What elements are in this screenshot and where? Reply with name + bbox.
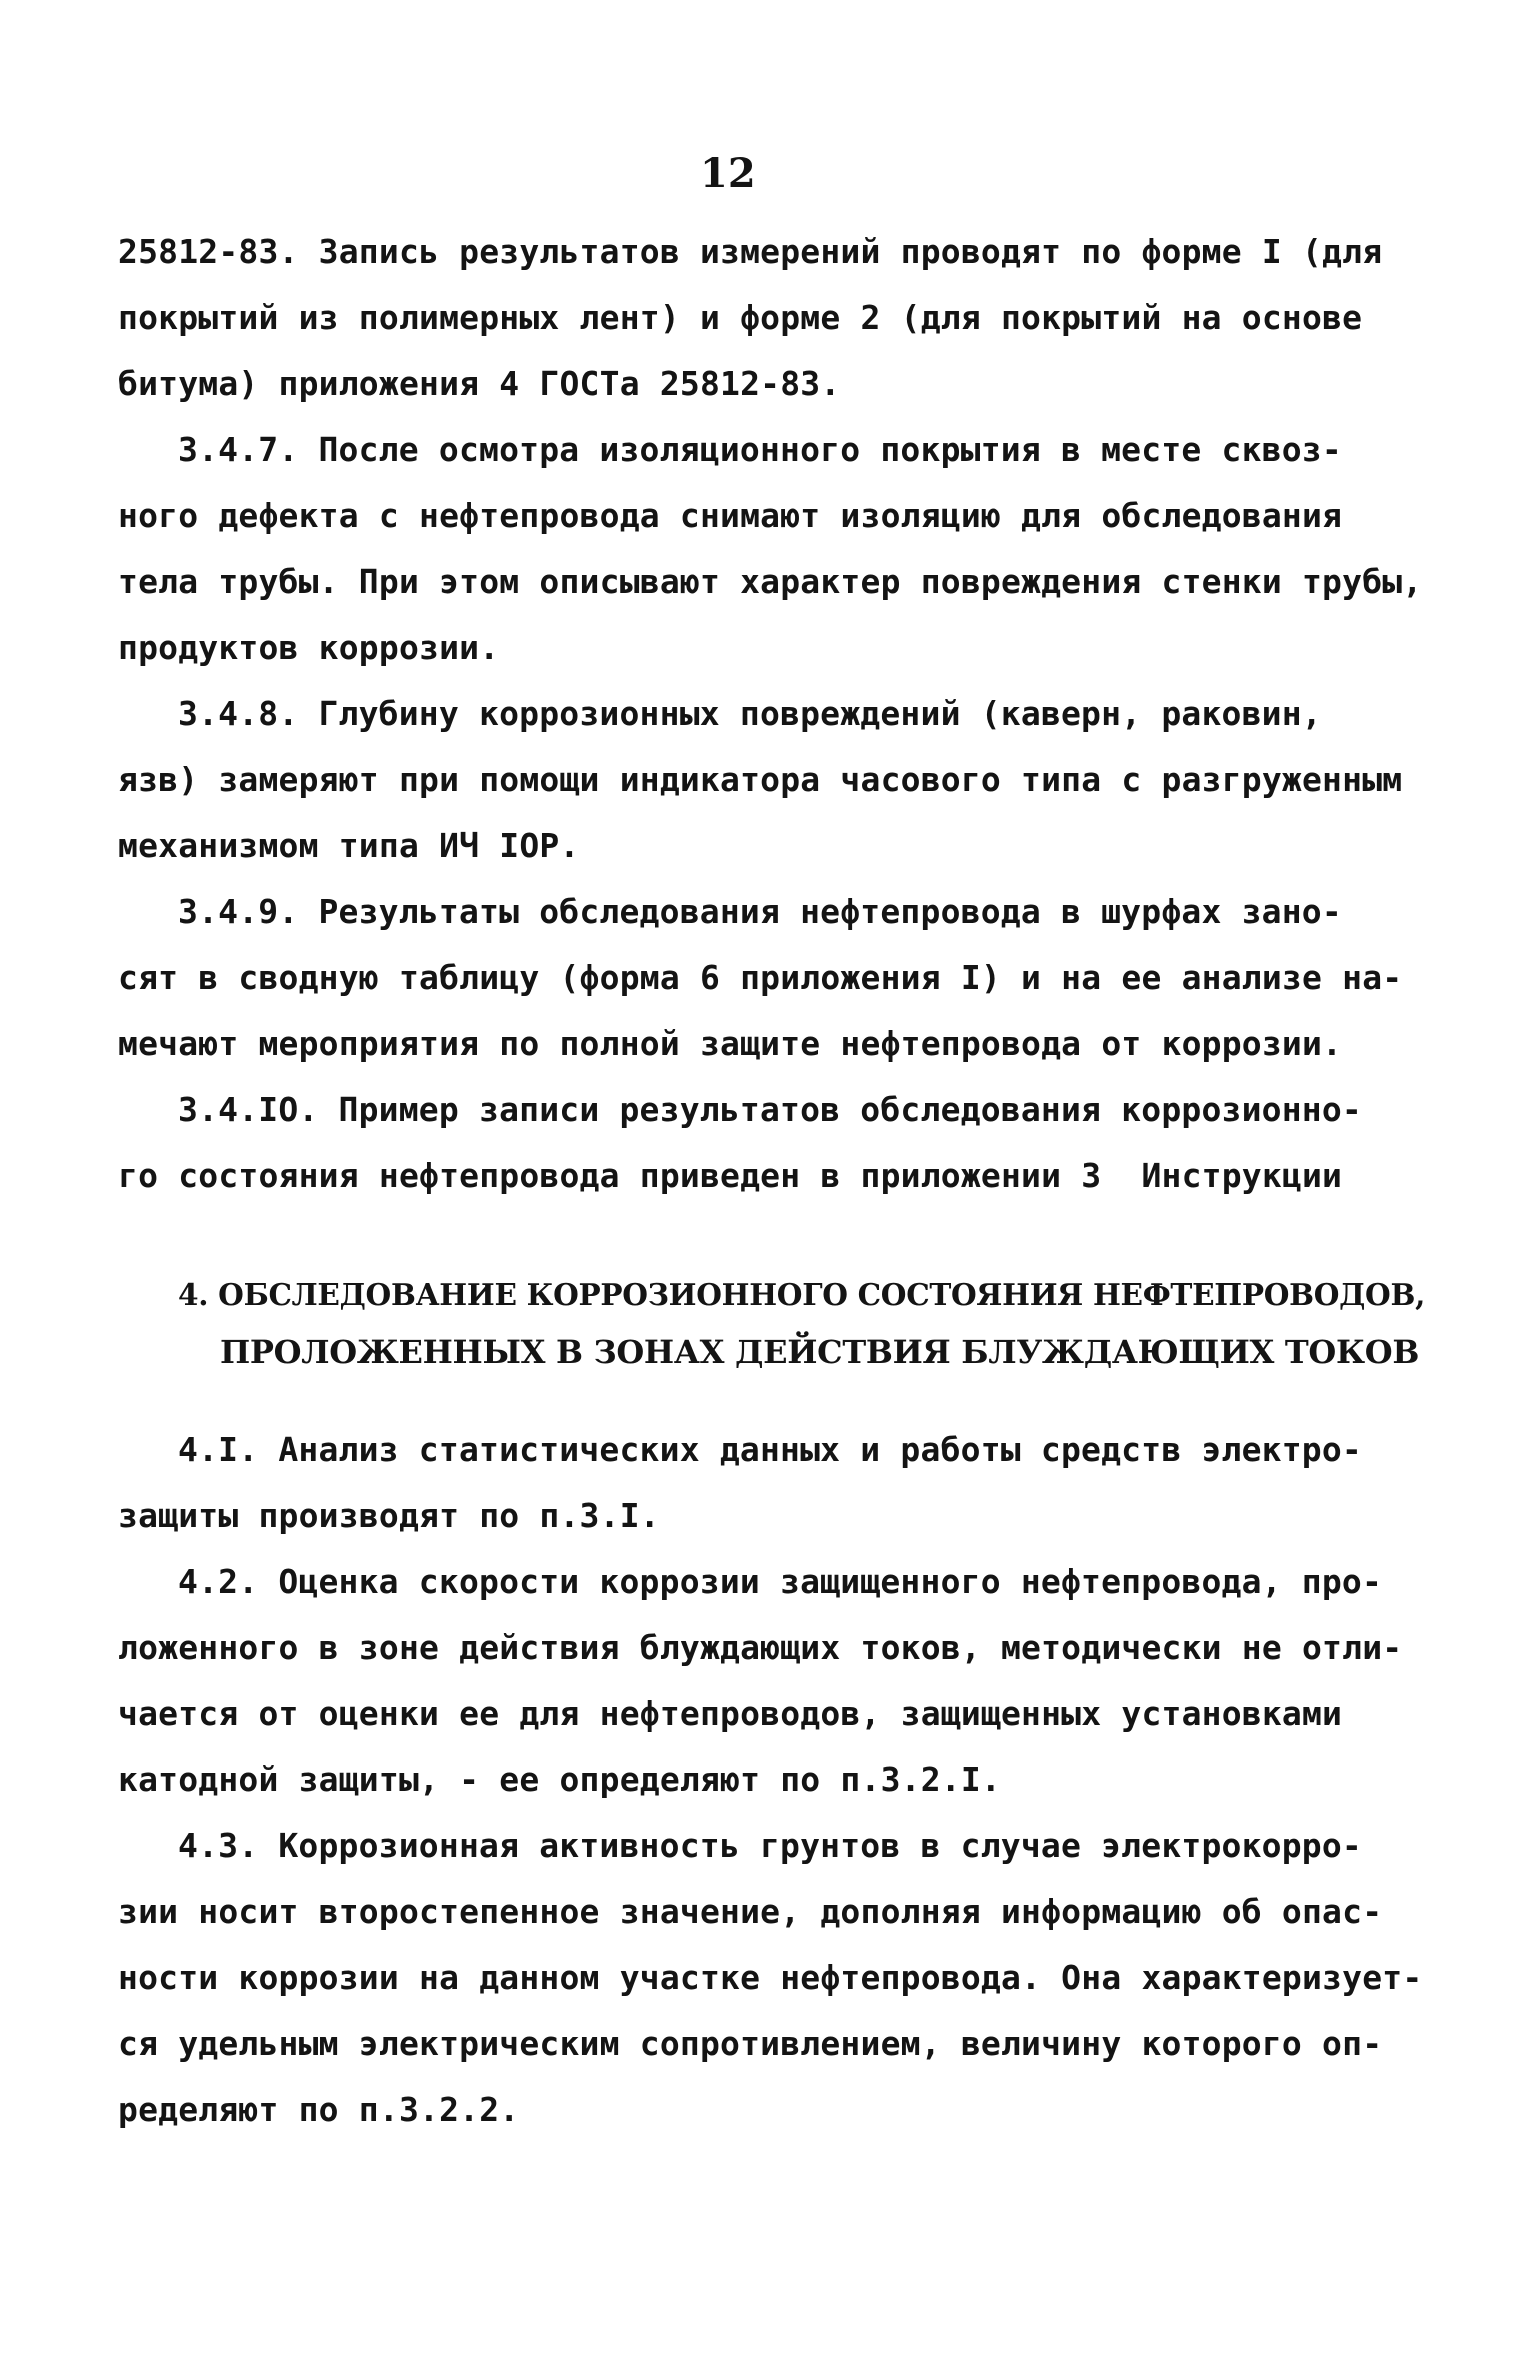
text-line: продуктов коррозии.: [118, 628, 500, 667]
text-line: битума) приложения 4 ГОСТа 25812-83.: [118, 364, 841, 403]
text-line: язв) замеряют при помощи индикатора часового типа с разгруженным: [118, 760, 1403, 799]
paragraph-4-1: 4.I. Анализ статистических данных и работы средств электро-: [178, 1430, 1362, 1469]
section-heading-line-1: 4. ОБСЛЕДОВАНИЕ КОРРОЗИОННОГО СОСТОЯНИЯ НЕФТЕПРОВОДОВ,: [178, 1277, 1426, 1312]
section-heading-line-2: ПРОЛОЖЕННЫХ В ЗОНАХ ДЕЙСТВИЯ БЛУЖДАЮЩИХ ТОКОВ: [220, 1333, 1420, 1371]
text-line: го состояния нефтепровода приведен в приложении 3 Инструкции: [118, 1156, 1343, 1195]
text-line: чается от оценки ее для нефтепроводов, защищенных установками: [118, 1694, 1343, 1733]
text-line: ся удельным электрическим сопротивлением, величину которого оп-: [118, 2024, 1383, 2063]
text-line: мечают мероприятия по полной защите нефтепровода от коррозии.: [118, 1024, 1343, 1063]
text-line: катодной защиты, - ее определяют по п.3.2.I.: [118, 1760, 1001, 1799]
text-line: защиты производят по п.3.I.: [118, 1496, 660, 1535]
paragraph-3-4-9: 3.4.9. Результаты обследования нефтепровода в шурфах зано-: [178, 892, 1342, 931]
text-line: механизмом типа ИЧ IOР.: [118, 826, 580, 865]
text-line: ности коррозии на данном участке нефтепровода. Она характеризует-: [118, 1958, 1423, 1997]
paragraph-3-4-7: 3.4.7. После осмотра изоляционного покрытия в месте сквоз-: [178, 430, 1342, 469]
page-number: 12: [700, 150, 756, 197]
paragraph-4-2: 4.2. Оценка скорости коррозии защищенного нефтепровода, про-: [178, 1562, 1383, 1601]
text-line: зии носит второстепенное значение, дополняя информацию об опас-: [118, 1892, 1383, 1931]
text-line: ложенного в зоне действия блуждающих токов, методически не отли-: [118, 1628, 1403, 1667]
paragraph-4-3: 4.3. Коррозионная активность грунтов в случае электрокорро-: [178, 1826, 1362, 1865]
text-line: сят в сводную таблицу (форма 6 приложения I) и на ее анализе на-: [118, 958, 1403, 997]
paragraph-3-4-10: 3.4.IO. Пример записи результатов обследования коррозионно-: [178, 1090, 1362, 1129]
paragraph-3-4-8: 3.4.8. Глубину коррозионных повреждений (каверн, раковин,: [178, 694, 1322, 733]
text-line: покрытий из полимерных лент) и форме 2 (для покрытий на основе: [118, 298, 1363, 337]
text-line: ного дефекта с нефтепровода снимают изоляцию для обследования: [118, 496, 1343, 535]
text-line: ределяют по п.3.2.2.: [118, 2090, 520, 2129]
text-line: 25812-83. Запись результатов измерений проводят по форме I (для: [118, 232, 1383, 271]
text-line: тела трубы. При этом описывают характер повреждения стенки трубы,: [118, 562, 1423, 601]
